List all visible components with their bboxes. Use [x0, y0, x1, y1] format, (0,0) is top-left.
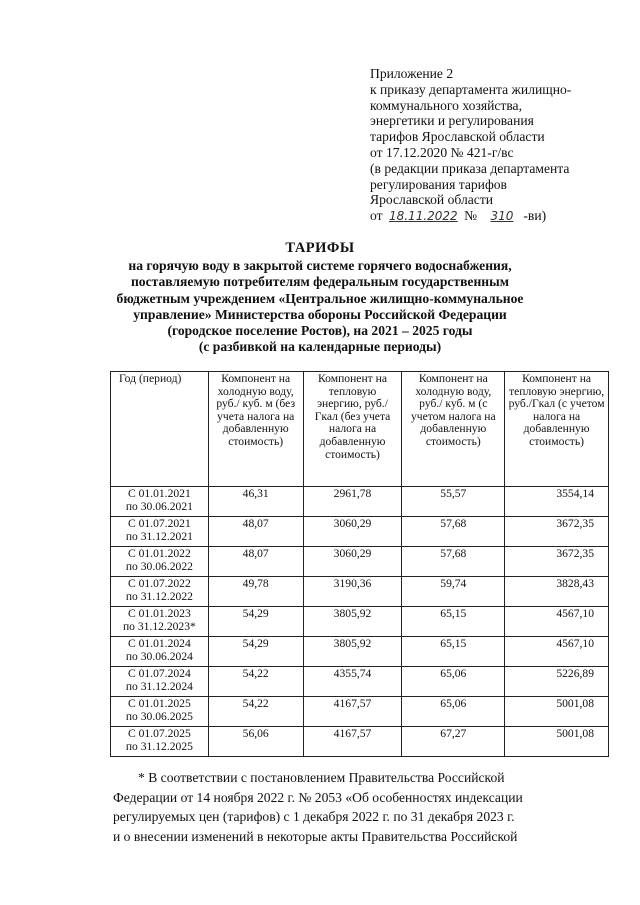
- table-row: [111, 637, 609, 667]
- heat-energy-vat-value: 3672,35: [505, 547, 609, 577]
- period-from: С 01.01.2021: [127, 487, 191, 500]
- period-cell: [111, 697, 209, 727]
- period-from: С 01.01.2022: [127, 547, 191, 560]
- heat-energy-value: 2961,78: [303, 487, 402, 517]
- period-to: по 31.12.2021: [125, 529, 193, 543]
- cold-water-value: 56,06: [208, 727, 303, 757]
- heat-energy-vat-value: 3672,35: [505, 517, 609, 547]
- heat-energy-value: 3060,29: [303, 547, 402, 577]
- number-sign: №: [464, 208, 478, 224]
- title-line: бюджетным учреждением «Центральное жилищно-коммунальное: [116, 290, 524, 306]
- header-period: Год (период): [111, 372, 209, 487]
- period-to: по 31.12.2023*: [122, 619, 196, 633]
- heat-energy-value: 4167,57: [303, 697, 402, 727]
- appendix-line: коммунального хозяйства,: [370, 97, 522, 113]
- cold-water-vat-value: 65,15: [402, 637, 505, 667]
- appendix-line: к приказу департамента жилищно-: [370, 81, 572, 97]
- period-cell: [111, 487, 209, 517]
- heat-energy-vat-value: 5226,89: [505, 667, 609, 697]
- footnote-line: регулируемых цен (тарифов) с 1 декабря 2022 г. по 31 декабря 2023 г.: [113, 809, 515, 825]
- heat-energy-vat-value: 3828,43: [505, 577, 609, 607]
- table-header-row: [111, 372, 609, 487]
- period-to: по 31.12.2025: [125, 739, 193, 753]
- cold-water-vat-value: 65,06: [402, 667, 505, 697]
- title-line: (городское поселение Ростов), на 2021 – 2025 годы: [167, 323, 473, 339]
- cold-water-value: 46,31: [208, 487, 303, 517]
- heat-energy-value: 4167,57: [303, 727, 402, 757]
- table-row: [111, 577, 609, 607]
- cold-water-vat-value: 59,74: [402, 577, 505, 607]
- tariffs-table: [110, 371, 609, 757]
- table-row: [111, 607, 609, 637]
- period-to: по 30.06.2025: [125, 709, 193, 723]
- period-cell: [111, 577, 209, 607]
- title-line: (с разбивкой на календарные периоды): [198, 339, 442, 355]
- period-from: С 01.01.2023: [127, 607, 191, 620]
- appendix-line: Приложение 2: [370, 66, 454, 81]
- amendment-prefix: от: [370, 208, 383, 224]
- document-title: [90, 240, 550, 355]
- heat-energy-value: 3190,36: [303, 577, 402, 607]
- cold-water-value: 54,22: [208, 667, 303, 697]
- period-to: по 30.06.2022: [125, 559, 193, 573]
- period-cell: [111, 667, 209, 697]
- period-from: С 01.07.2024: [127, 667, 191, 680]
- cold-water-vat-value: 57,68: [402, 517, 505, 547]
- heat-energy-vat-value: 4567,10: [505, 607, 609, 637]
- period-to: по 30.06.2024: [125, 649, 193, 663]
- cold-water-value: 54,29: [208, 637, 303, 667]
- title-main: ТАРИФЫ: [285, 240, 355, 256]
- heat-energy-value: 4355,74: [303, 667, 402, 697]
- cold-water-vat-value: 55,57: [402, 487, 505, 517]
- appendix-line: энергетики и регулирования: [370, 113, 534, 129]
- cold-water-value: 54,22: [208, 697, 303, 727]
- period-from: С 01.07.2022: [127, 577, 191, 590]
- period-from: С 01.07.2021: [127, 517, 191, 530]
- cold-water-value: 48,07: [208, 547, 303, 577]
- table-row: [111, 697, 609, 727]
- heat-energy-value: 3805,92: [303, 607, 402, 637]
- handwritten-number: 310: [490, 209, 514, 224]
- period-from: С 01.01.2025: [127, 697, 191, 710]
- appendix-line: от 17.12.2020 № 421-г/вс: [370, 144, 514, 160]
- header-cold-water: Компонент на холодную воду, руб./ куб. м (без учета налога на добавленную стоимость): [208, 372, 303, 487]
- period-cell: [111, 547, 209, 577]
- heat-energy-vat-value: 3554,14: [505, 487, 609, 517]
- title-line: управление» Министерства обороны Российской Федерации: [133, 306, 507, 322]
- cold-water-value: 48,07: [208, 517, 303, 547]
- table-row: [111, 727, 609, 757]
- footnote-line: и о внесении изменений в некоторые акты Правительства Российской: [113, 828, 518, 844]
- table-row: [111, 517, 609, 547]
- cold-water-value: 54,29: [208, 607, 303, 637]
- table-row: [111, 667, 609, 697]
- heat-energy-vat-value: 5001,08: [505, 727, 609, 757]
- appendix-header: [370, 66, 625, 225]
- header-heat-energy-vat: Компонент на тепловую энергию, руб./Гкал (с учетом налога на добавленную стоимость): [505, 372, 609, 487]
- appendix-line: регулирования тарифов: [370, 176, 507, 192]
- heat-energy-value: 3060,29: [303, 517, 402, 547]
- appendix-line: (в редакции приказа департамента: [370, 160, 570, 176]
- period-cell: [111, 607, 209, 637]
- header-cold-water-vat: Компонент на холодную воду, руб./ куб. м (с учетом налога на добавленную стоимость): [402, 372, 505, 487]
- cold-water-value: 49,78: [208, 577, 303, 607]
- appendix-line: Ярославской области: [370, 192, 494, 208]
- period-from: С 01.07.2025: [127, 727, 191, 740]
- title-line: на горячую воду в закрытой системе горячего водоснабжения,: [128, 258, 512, 274]
- heat-energy-value: 3805,92: [303, 637, 402, 667]
- table-row: [111, 547, 609, 577]
- title-line: поставляемую потребителям федеральным государственным: [130, 274, 510, 290]
- period-to: по 31.12.2024: [125, 679, 193, 693]
- heat-energy-vat-value: 4567,10: [505, 637, 609, 667]
- handwritten-date: 18.11.2022: [388, 209, 458, 224]
- period-cell: [111, 517, 209, 547]
- period-to: по 30.06.2021: [125, 499, 193, 513]
- appendix-line: тарифов Ярославской области: [370, 129, 545, 145]
- heat-energy-vat-value: 5001,08: [505, 697, 609, 727]
- amendment-date-line: [370, 208, 625, 225]
- amendment-suffix: -ви): [523, 208, 547, 224]
- period-to: по 31.12.2022: [125, 589, 193, 603]
- cold-water-vat-value: 67,27: [402, 727, 505, 757]
- period-cell: [111, 727, 209, 757]
- cold-water-vat-value: 65,15: [402, 607, 505, 637]
- footnote-line: Федерации от 14 ноября 2022 г. № 2053 «Об особенностях индексации: [113, 789, 523, 805]
- period-from: С 01.01.2024: [127, 637, 191, 650]
- cold-water-vat-value: 57,68: [402, 547, 505, 577]
- header-heat-energy: Компонент на тепловую энергию, руб./Гкал (без учета налога на добавленную стоимость): [303, 372, 402, 487]
- footnote: [113, 768, 610, 846]
- footnote-line: * В соответствии с постановлением Правительства Российской: [138, 770, 505, 785]
- period-cell: [111, 637, 209, 667]
- cold-water-vat-value: 65,06: [402, 697, 505, 727]
- table-row: [111, 487, 609, 517]
